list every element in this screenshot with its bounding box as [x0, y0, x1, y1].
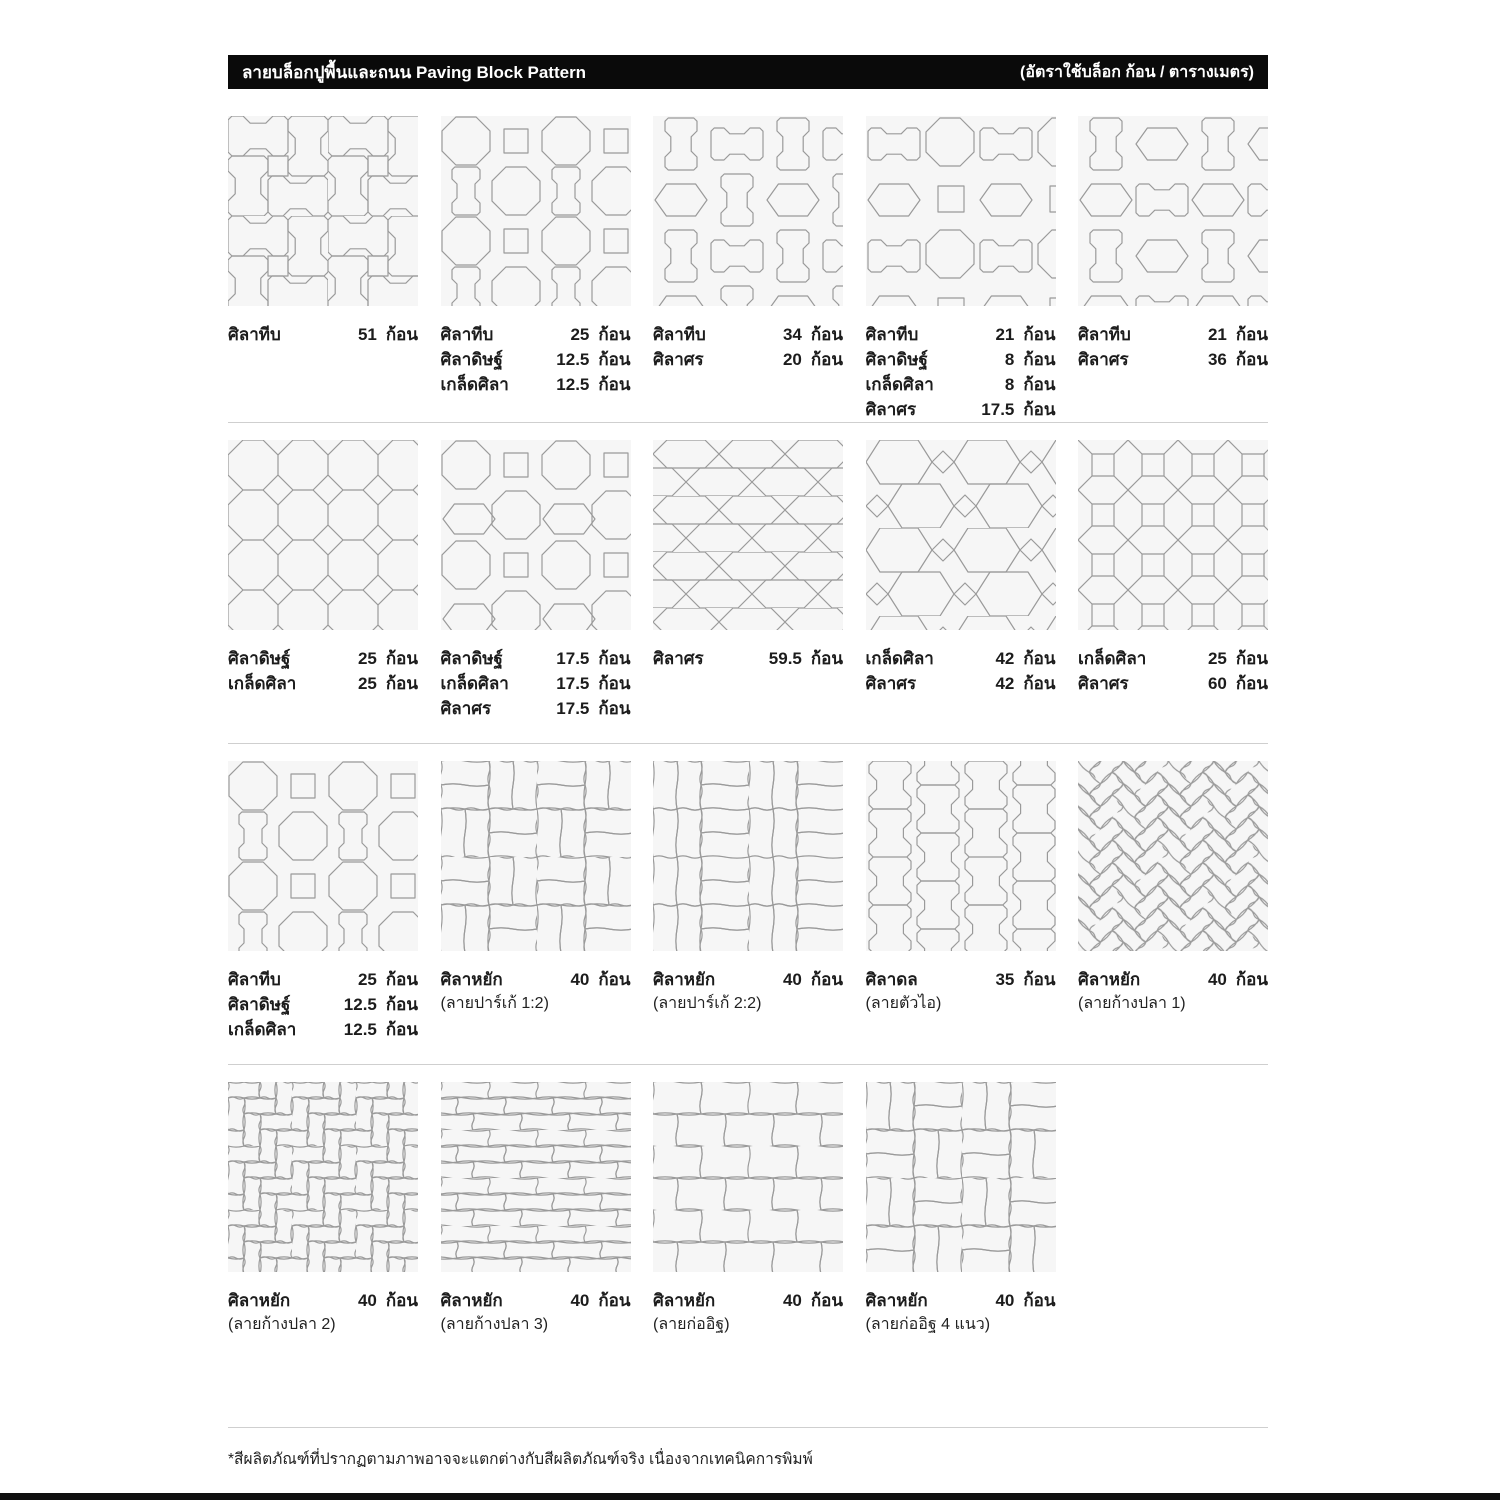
- rate-value: 17.5: [556, 674, 590, 693]
- rate-unit: ก้อน: [1023, 649, 1056, 668]
- pattern-card: [866, 761, 1056, 1064]
- pattern-labels: [653, 967, 843, 1064]
- pattern-swatch-octagon-i-square: [441, 116, 631, 306]
- pattern-labels: [1078, 967, 1268, 1064]
- label-row: [228, 1017, 418, 1042]
- pattern-card: [653, 1082, 843, 1385]
- block-name: ศิลาหยัก: [228, 1291, 291, 1310]
- rate-unit: ก้อน: [598, 350, 631, 369]
- rate-unit: ก้อน: [1235, 674, 1268, 693]
- block-rate: [783, 322, 843, 347]
- pattern-card: [228, 761, 418, 1064]
- rate-value: 12.5: [343, 995, 377, 1014]
- rate-value: 20: [782, 350, 802, 369]
- pattern-section: [228, 422, 1268, 743]
- rate-unit: ก้อน: [1023, 325, 1056, 344]
- pattern-swatch-herringbone-90: [228, 1082, 418, 1272]
- rate-value: 60: [1207, 674, 1227, 693]
- block-name: เกล็ดศิลา: [440, 674, 509, 693]
- pattern-swatch-octagon-square: [228, 440, 418, 630]
- pattern-labels: [653, 646, 843, 743]
- block-name: ศิลาศร: [865, 400, 917, 419]
- header-bar: [228, 55, 1268, 89]
- pattern-card: [1078, 761, 1268, 1064]
- unit-rate-note: (อัตราใช้บล็อก ก้อน / ตารางเมตร): [1020, 63, 1254, 81]
- pattern-grid: [228, 761, 1268, 1064]
- label-row: [866, 671, 1056, 696]
- rate-unit: ก้อน: [1023, 1291, 1056, 1310]
- rate-value: 40: [782, 1291, 802, 1310]
- pattern-swatch-i-octagon-hexagon-square: [866, 116, 1056, 306]
- block-rate: [358, 322, 418, 347]
- block-name: ศิลาทีบ: [228, 325, 281, 344]
- rate-value: 17.5: [981, 400, 1015, 419]
- block-name: ศิลาหยัก: [653, 1291, 716, 1310]
- block-name: ศิลาดิษฐ์: [865, 350, 928, 369]
- rate-value: 51: [357, 325, 377, 344]
- block-rate: [556, 671, 630, 696]
- block-rate: [1005, 347, 1056, 372]
- rate-unit: ก้อน: [385, 1291, 418, 1310]
- pattern-labels: [441, 967, 631, 1064]
- pattern-card: [653, 116, 843, 422]
- label-row: [1078, 967, 1268, 992]
- block-rate: [995, 967, 1055, 992]
- page-title: ลายบล็อกปูพื้นและถนน Paving Block Pattern: [242, 62, 587, 82]
- pattern-swatch-octagon-square-hexagon: [441, 440, 631, 630]
- block-rate: [556, 347, 630, 372]
- pattern-swatch-herringbone-45: [1078, 761, 1268, 951]
- rate-unit: ก้อน: [385, 325, 418, 344]
- rate-value: 36: [1207, 350, 1227, 369]
- pattern-card: [228, 116, 418, 422]
- rate-value: 8: [1004, 350, 1015, 369]
- label-row: [441, 372, 631, 397]
- block-name: ศิลาทีบ: [865, 325, 919, 344]
- content-area: [228, 0, 1268, 1471]
- block-name: เกล็ดศิลา: [1078, 649, 1147, 668]
- pattern-swatch-brick-running: [653, 1082, 843, 1272]
- pattern-layout-subtitle: (ลายก้างปลา 3): [440, 1316, 549, 1333]
- block-name: ศิลาหยัก: [865, 1291, 928, 1310]
- block-name: ศิลาทีบ: [228, 970, 281, 989]
- pattern-labels: [228, 967, 418, 1064]
- rate-unit: ก้อน: [598, 375, 631, 394]
- block-name: ศิลาศร: [865, 674, 917, 693]
- label-row: [866, 322, 1056, 347]
- label-row: [228, 646, 418, 671]
- pattern-labels: [228, 322, 418, 419]
- pattern-card: [228, 440, 418, 743]
- block-rate: [1208, 671, 1268, 696]
- pattern-section: [228, 743, 1268, 1064]
- pattern-card: [441, 440, 631, 743]
- rate-unit: ก้อน: [1023, 350, 1056, 369]
- block-rate: [570, 1288, 630, 1313]
- block-rate: [570, 967, 630, 992]
- label-row: [866, 347, 1056, 372]
- block-rate: [995, 646, 1055, 671]
- pattern-card: [441, 1082, 631, 1385]
- rate-unit: ก้อน: [1235, 325, 1268, 344]
- pattern-card: [866, 1082, 1056, 1385]
- rate-value: 40: [1207, 970, 1227, 989]
- pattern-layout-subtitle: (ลายปาร์เก้ 1:2): [440, 995, 549, 1012]
- block-rate: [1208, 322, 1268, 347]
- label-row: [1078, 322, 1268, 347]
- label-row: [441, 1288, 631, 1313]
- rate-unit: ก้อน: [385, 649, 418, 668]
- rate-unit: ก้อน: [810, 1291, 843, 1310]
- pattern-labels: [1078, 322, 1268, 419]
- rate-value: 40: [570, 970, 590, 989]
- rate-value: 25: [1207, 649, 1227, 668]
- pattern-labels: [866, 646, 1056, 743]
- pattern-labels: [866, 967, 1056, 1064]
- block-rate: [358, 967, 418, 992]
- block-rate: [783, 967, 843, 992]
- block-name: ศิลาดิษฐ์: [228, 649, 291, 668]
- rate-value: 59.5: [768, 649, 802, 668]
- block-rate: [358, 646, 418, 671]
- label-row: [653, 967, 843, 992]
- block-name: เกล็ดศิลา: [440, 375, 509, 394]
- pattern-labels: [228, 646, 418, 743]
- rate-unit: ก้อน: [1023, 375, 1056, 394]
- block-rate: [783, 347, 843, 372]
- rate-unit: ก้อน: [810, 649, 843, 668]
- block-rate: [769, 646, 843, 671]
- block-name: ศิลาดล: [865, 970, 918, 989]
- pattern-swatch-brick-4way: [866, 1082, 1056, 1272]
- pattern-layout-subtitle: (ลายก้างปลา 2): [228, 1316, 336, 1333]
- rate-value: 21: [1207, 325, 1227, 344]
- rate-unit: ก้อน: [1235, 649, 1268, 668]
- label-row: [441, 322, 631, 347]
- pattern-card: [1078, 116, 1268, 422]
- rate-unit: ก้อน: [385, 674, 418, 693]
- pattern-section: [228, 89, 1268, 422]
- block-name: ศิลาศร: [1078, 350, 1129, 369]
- block-rate: [358, 1288, 418, 1313]
- pattern-grid: [228, 116, 1268, 422]
- pattern-layout-subtitle: (ลายตัวไอ): [865, 995, 942, 1012]
- label-row: [441, 671, 631, 696]
- pattern-card: [228, 1082, 418, 1385]
- pattern-card: [866, 116, 1056, 422]
- rate-unit: ก้อน: [810, 325, 843, 344]
- label-row: [653, 646, 843, 671]
- label-row: [228, 1288, 418, 1313]
- label-row: [228, 671, 418, 696]
- pattern-layout-subtitle: (ลายปาร์เก้ 2:2): [653, 995, 762, 1012]
- pattern-swatch-hexagon-diamond: [866, 440, 1056, 630]
- rate-value: 17.5: [556, 649, 590, 668]
- label-row: [1078, 347, 1268, 372]
- label-row: [228, 322, 418, 347]
- rate-unit: ก้อน: [598, 1291, 631, 1310]
- block-name: ศิลาทีบ: [1078, 325, 1131, 344]
- rate-value: 12.5: [556, 375, 590, 394]
- block-name: ศิลาทีบ: [653, 325, 706, 344]
- block-rate: [344, 1017, 418, 1042]
- rate-value: 12.5: [556, 350, 590, 369]
- pattern-swatch-i-hexagon-2: [1078, 116, 1268, 306]
- block-rate: [1208, 646, 1268, 671]
- label-row: [653, 1288, 843, 1313]
- block-name: ศิลาดิษฐ์: [440, 350, 503, 369]
- pattern-labels: [653, 1288, 843, 1385]
- rate-unit: ก้อน: [810, 970, 843, 989]
- rate-value: 40: [782, 970, 802, 989]
- rate-value: 17.5: [556, 699, 590, 718]
- block-name: ศิลาหยัก: [653, 970, 716, 989]
- pattern-labels: [866, 1288, 1056, 1385]
- block-name: ศิลาหยัก: [440, 1291, 503, 1310]
- pattern-card: [1078, 440, 1268, 743]
- block-rate: [981, 397, 1055, 422]
- rate-unit: ก้อน: [1023, 674, 1056, 693]
- pattern-labels: [228, 1288, 418, 1385]
- rate-unit: ก้อน: [385, 970, 418, 989]
- block-name: ศิลาศร: [440, 699, 492, 718]
- pattern-card: [866, 440, 1056, 743]
- rate-value: 12.5: [343, 1020, 377, 1039]
- label-row: [441, 347, 631, 372]
- block-name: เกล็ดศิลา: [228, 1020, 297, 1039]
- label-row: [866, 967, 1056, 992]
- rate-value: 34: [782, 325, 802, 344]
- label-row: [653, 322, 843, 347]
- label-row: [866, 372, 1056, 397]
- pattern-swatch-i-columns: [866, 761, 1056, 951]
- block-rate: [1208, 967, 1268, 992]
- pattern-grid: [228, 440, 1268, 743]
- rate-unit: ก้อน: [385, 995, 418, 1014]
- pattern-card: [441, 761, 631, 1064]
- rate-value: 25: [357, 649, 377, 668]
- block-rate: [344, 992, 418, 1017]
- block-rate: [556, 372, 630, 397]
- label-row: [441, 696, 631, 721]
- pattern-swatch-parquet-stack: [653, 761, 843, 951]
- rate-value: 40: [995, 1291, 1015, 1310]
- rate-unit: ก้อน: [385, 1020, 418, 1039]
- pattern-card: [653, 761, 843, 1064]
- block-rate: [1208, 347, 1268, 372]
- label-row: [653, 347, 843, 372]
- label-row: [1078, 671, 1268, 696]
- block-name: เกล็ดศิลา: [228, 674, 297, 693]
- rate-value: 40: [357, 1291, 377, 1310]
- rate-value: 35: [995, 970, 1015, 989]
- pattern-layout-subtitle: (ลายก่ออิฐ 4 แนว): [865, 1316, 991, 1333]
- label-row: [866, 397, 1056, 422]
- block-rate: [358, 671, 418, 696]
- pattern-card: [441, 116, 631, 422]
- rate-value: 25: [357, 970, 377, 989]
- block-rate: [570, 322, 630, 347]
- label-row: [228, 967, 418, 992]
- pattern-labels: [441, 646, 631, 743]
- rate-value: 40: [570, 1291, 590, 1310]
- label-row: [866, 1288, 1056, 1313]
- label-row: [866, 646, 1056, 671]
- block-name: ศิลาทีบ: [440, 325, 494, 344]
- pattern-labels: [1078, 646, 1268, 743]
- pattern-card: [653, 440, 843, 743]
- pattern-labels: [441, 322, 631, 419]
- rate-unit: ก้อน: [810, 350, 843, 369]
- block-name: เกล็ดศิลา: [865, 375, 934, 394]
- rate-value: 25: [357, 674, 377, 693]
- rate-unit: ก้อน: [598, 325, 631, 344]
- rate-unit: ก้อน: [598, 970, 631, 989]
- block-rate: [995, 1288, 1055, 1313]
- pattern-swatch-parquet-basket: [441, 761, 631, 951]
- rate-value: 8: [1004, 375, 1015, 394]
- block-name: เกล็ดศิลา: [865, 649, 934, 668]
- label-row: [1078, 646, 1268, 671]
- footer: [228, 1427, 1268, 1471]
- rate-value: 42: [995, 674, 1015, 693]
- pattern-section: [228, 1064, 1268, 1385]
- block-name: ศิลาหยัก: [440, 970, 503, 989]
- page-bottom-edge: [0, 1493, 1500, 1500]
- pattern-labels: [866, 322, 1056, 422]
- rate-unit: ก้อน: [598, 674, 631, 693]
- pattern-swatch-stair-bond: [441, 1082, 631, 1272]
- block-name: ศิลาดิษฐ์: [228, 995, 291, 1014]
- pattern-swatch-octagon-i-square: [228, 761, 418, 951]
- block-rate: [783, 1288, 843, 1313]
- block-rate: [1005, 372, 1056, 397]
- pattern-swatch-hexagon-brick: [653, 440, 843, 630]
- pattern-swatch-square-diagonal-hexagon: [1078, 440, 1268, 630]
- block-rate: [556, 646, 630, 671]
- rate-value: 25: [570, 325, 590, 344]
- block-rate: [995, 671, 1055, 696]
- block-rate: [995, 322, 1055, 347]
- rate-unit: ก้อน: [598, 699, 631, 718]
- color-disclaimer-note: *สีผลิตภัณฑ์ที่ปรากฏตามภาพอาจจะแตกต่างกับสีผลิตภัณฑ์จริง เนื่องจากเทคนิคการพิมพ์: [228, 1451, 813, 1468]
- label-row: [228, 992, 418, 1017]
- block-name: ศิลาดิษฐ์: [440, 649, 503, 668]
- block-name: ศิลาศร: [653, 350, 704, 369]
- pattern-labels: [441, 1288, 631, 1385]
- label-row: [441, 967, 631, 992]
- pattern-layout-subtitle: (ลายก่ออิฐ): [653, 1316, 730, 1333]
- block-rate: [556, 696, 630, 721]
- rate-unit: ก้อน: [1023, 400, 1056, 419]
- rate-value: 42: [995, 649, 1015, 668]
- pattern-sections: [228, 89, 1268, 1385]
- block-name: ศิลาศร: [653, 649, 704, 668]
- pattern-labels: [653, 322, 843, 419]
- rate-unit: ก้อน: [1023, 970, 1056, 989]
- pattern-grid: [228, 1082, 1268, 1385]
- rate-unit: ก้อน: [1235, 350, 1268, 369]
- rate-unit: ก้อน: [598, 649, 631, 668]
- pattern-swatch-i-pinwheel: [228, 116, 418, 306]
- label-row: [441, 646, 631, 671]
- rate-unit: ก้อน: [1235, 970, 1268, 989]
- pattern-swatch-i-hexagon: [653, 116, 843, 306]
- pattern-layout-subtitle: (ลายก้างปลา 1): [1078, 995, 1186, 1012]
- block-name: ศิลาหยัก: [1078, 970, 1141, 989]
- rate-value: 21: [995, 325, 1015, 344]
- block-name: ศิลาศร: [1078, 674, 1129, 693]
